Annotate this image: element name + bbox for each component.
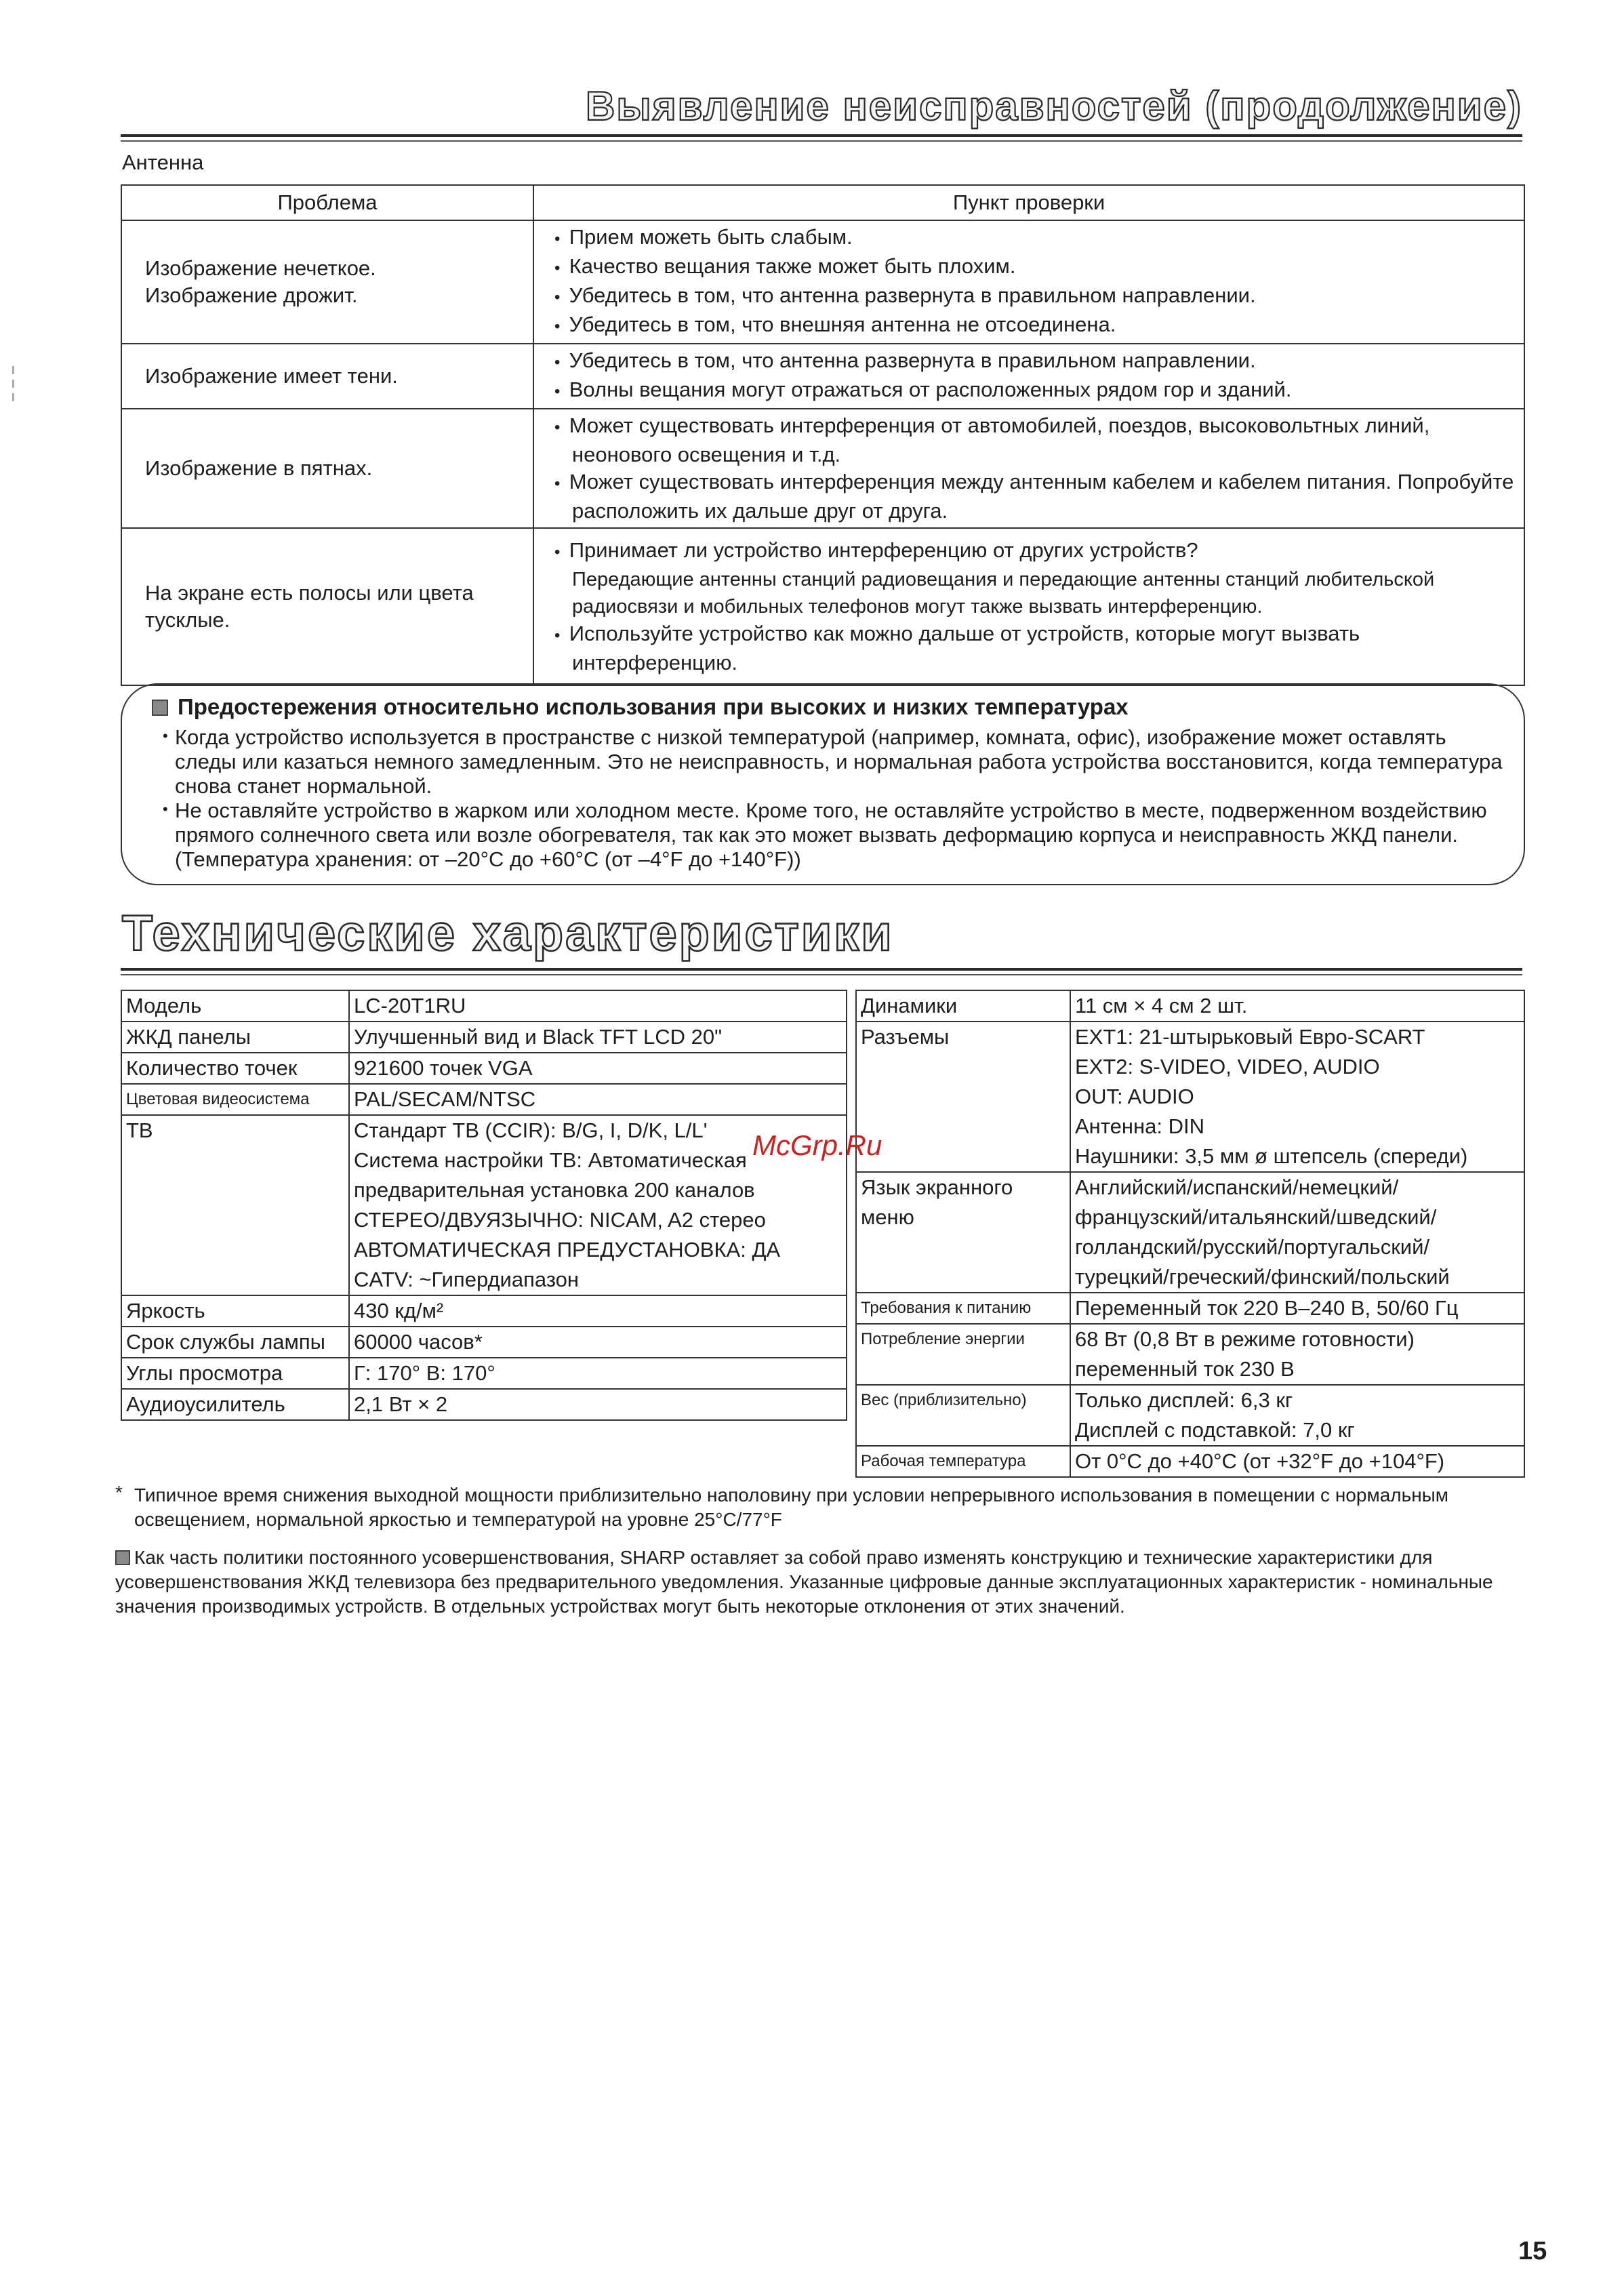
watermark-text: McGrp.Ru: [752, 1129, 882, 1161]
spec-value-line: OUT: AUDIO: [1075, 1085, 1194, 1108]
spec-key: Модель: [121, 990, 349, 1022]
spec-value-line: Улучшенный вид и Black TFT LCD 20": [354, 1025, 723, 1049]
spec-value: [349, 1389, 847, 1420]
check-item: • Убедитесь в том, что антенна развернута в правильном направлении.: [549, 282, 1514, 311]
check-item: • Волны вещания могут отражаться от расположенных рядом гор и зданий.: [549, 376, 1514, 405]
spec-value-line: Антенна: DIN: [1075, 1114, 1204, 1138]
scan-mark: [12, 366, 14, 374]
spec-row: [856, 1446, 1524, 1477]
spec-value-line: 921600 точек VGA: [354, 1056, 533, 1080]
spec-value: [349, 1022, 847, 1053]
spec-value: [349, 990, 847, 1022]
problem-text: Изображение дрожит.: [145, 283, 358, 307]
spec-value: [1070, 1022, 1524, 1172]
spec-key: Рабочая температура: [856, 1446, 1070, 1477]
check-item: • Качество вещания также может быть плохим.: [549, 253, 1514, 282]
spec-key: Потребление энергии: [856, 1324, 1070, 1385]
spec-value-line: Стандарт ТВ (CCIR): B/G, I, D/K, L/L': [354, 1118, 708, 1142]
spec-row: [856, 1022, 1524, 1172]
spec-key: Язык экранного меню: [856, 1172, 1070, 1293]
check-cell: [533, 344, 1524, 409]
spec-row: [856, 1293, 1524, 1324]
col-header-problem: Проблема: [121, 185, 533, 220]
table-row: [121, 220, 1524, 344]
specs-table-right: [855, 990, 1525, 1478]
spec-row: [856, 990, 1524, 1022]
check-item: • Используйте устройство как можно дальше от устройств, которые могут вызвать интерференцию.: [549, 620, 1514, 676]
spec-row: [121, 1115, 847, 1295]
spec-value-line: переменный ток 230 В: [1075, 1357, 1295, 1381]
spec-value-line: СТЕРЕО/ДВУЯЗЫЧНО: NICAM, A2 стерео: [354, 1208, 766, 1232]
spec-value-line: От 0°C до +40°C (от +32°F до +104°F): [1075, 1449, 1445, 1473]
check-cell: [533, 409, 1524, 528]
square-bullet-icon: [115, 1550, 130, 1565]
title-divider: [121, 134, 1522, 137]
spec-value-line: Г: 170° В: 170°: [354, 1361, 495, 1385]
check-item: • Прием можеть быть слабым.: [549, 224, 1514, 253]
spec-value-line: Система настройки ТВ: Автоматическая: [354, 1148, 747, 1172]
spec-value: [1070, 1293, 1524, 1324]
caution-title-text: Предостережения относительно использования при высоких и низких температурах: [178, 694, 1129, 719]
problem-text: На экране есть полосы или цвета тусклые.: [145, 581, 474, 632]
spec-key: Вес (приблизительно): [856, 1385, 1070, 1446]
spec-row: [856, 1172, 1524, 1293]
spec-row: [121, 1053, 847, 1084]
specs-divider: [121, 968, 1522, 971]
caution-item-text: Когда устройство используется в пространстве с низкой температурой (например, комната, офис), изображение может оставлять следы или казаться немного замедленным. Это не неисправность, и нормальная работа устройства восстановится, когда температура снова станет нормальной.: [175, 725, 1503, 798]
spec-row: [121, 1358, 847, 1389]
spec-value-line: PAL/SECAM/NTSC: [354, 1087, 536, 1111]
check-sub-note: Передающие антенны станций радиовещания и передающие антенны станций любительской радиосвязи и мобильных телефонов могут также вызвать интерференцию.: [572, 569, 1435, 618]
problem-text: Изображение имеет тени.: [145, 364, 398, 388]
spec-value-line: Переменный ток 220 В–240 В, 50/60 Гц: [1075, 1296, 1459, 1320]
spec-value: [1070, 1385, 1524, 1446]
spec-key: Количество точек: [121, 1053, 349, 1084]
spec-row: [121, 1022, 847, 1053]
spec-value-line: Английский/испанский/немецкий/: [1075, 1175, 1399, 1199]
spec-value-line: АВТОМАТИЧЕСКАЯ ПРЕДУСТАНОВКА: ДА: [354, 1238, 781, 1261]
spec-value-line: Дисплей с подставкой: 7,0 кг: [1075, 1418, 1355, 1442]
spec-key: Требования к питанию: [856, 1293, 1070, 1324]
spec-key: Срок службы лампы: [121, 1327, 349, 1358]
spec-key: ТВ: [121, 1115, 349, 1295]
spec-value: [349, 1084, 847, 1115]
table-header-row: [121, 185, 1524, 220]
specs-divider-thin: [121, 974, 1522, 975]
spec-value-line: 2,1 Вт × 2: [354, 1392, 448, 1416]
spec-value: [349, 1295, 847, 1327]
check-item: • Может существовать интерференция между антенным кабелем и кабелем питания. Попробуйте расположить их дальше друг от друга.: [549, 468, 1514, 525]
spec-value-line: Наушники: 3,5 мм ø штепсель (спереди): [1075, 1144, 1468, 1168]
problem-text: Изображение в пятнах.: [145, 456, 373, 480]
troubleshooting-table: [121, 184, 1525, 686]
spec-key: Углы просмотра: [121, 1358, 349, 1389]
spec-value: [349, 1327, 847, 1358]
col-header-check: Пункт проверки: [533, 185, 1524, 220]
spec-value: [1070, 1446, 1524, 1477]
spec-value: [1070, 1172, 1524, 1293]
page-title: Выявление неисправностей (продолжение): [586, 83, 1522, 129]
spec-value-line: EXT2: S-VIDEO, VIDEO, AUDIO: [1075, 1055, 1380, 1078]
spec-key: Цветовая видеосистема: [121, 1084, 349, 1115]
spec-value-line: предварительная установка 200 каналов: [354, 1178, 755, 1202]
spec-value: [349, 1358, 847, 1389]
spec-value-line: EXT1: 21-штырьковый Евро-SCART: [1075, 1025, 1425, 1049]
caution-item: [163, 725, 1503, 799]
page-number: 15: [1518, 2237, 1547, 2265]
caution-title: [152, 694, 1129, 720]
check-cell: [533, 528, 1524, 685]
notice: [115, 1545, 1525, 1619]
bullet-icon: •: [163, 727, 168, 744]
spec-row: [121, 990, 847, 1022]
spec-value-line: Только дисплей: 6,3 кг: [1075, 1388, 1293, 1412]
spec-key: ЖКД панелы: [121, 1022, 349, 1053]
spec-value-line: французский/итальянский/шведский/: [1075, 1205, 1437, 1229]
scan-mark: [12, 393, 14, 401]
check-item: • Убедитесь в том, что антенна развернута в правильном направлении.: [549, 347, 1514, 376]
spec-value-line: турецкий/греческий/финский/польский: [1075, 1265, 1450, 1289]
spec-value-line: 430 кд/м²: [354, 1299, 444, 1322]
spec-row: [121, 1389, 847, 1420]
spec-value-line: LC-20T1RU: [354, 994, 466, 1017]
check-item: • Может существовать интерференция от автомобилей, поездов, высоковольтных линий, неонового освещения и т.д.: [549, 412, 1514, 468]
spec-key: Яркость: [121, 1295, 349, 1327]
table-row: [121, 528, 1524, 685]
spec-key: Разъемы: [856, 1022, 1070, 1172]
scan-mark: [12, 380, 14, 388]
spec-value-line: 60000 часов*: [354, 1330, 483, 1354]
footnote-text: Типичное время снижения выходной мощности приблизительно наполовину при условии непрерывного использования в помещении с нормальным освещением, нормальной яркостью и температурой на уровне 25°C/77°F: [134, 1484, 1449, 1530]
problem-cell: [121, 344, 533, 409]
problem-cell: [121, 409, 533, 528]
spec-value: [1070, 1324, 1524, 1385]
table-row: [121, 409, 1524, 528]
check-item: • Принимает ли устройство интерференцию от других устройств?: [549, 537, 1514, 566]
caution-item-text: Не оставляйте устройство в жарком или холодном месте. Кроме того, не оставляйте устройство в месте, подверженном воздействию прямого солнечного света или возле обогревателя, так как это может вызвать деформацию корпуса и неисправность ЖКД панели. (Температура хранения: от –20°C до +60°C (от –4°F до +140°F)): [175, 799, 1487, 871]
caution-item: [163, 799, 1503, 872]
check-item: • Убедитесь в том, что внешняя антенна не отсоединена.: [549, 311, 1514, 340]
spec-row: [121, 1084, 847, 1115]
spec-row: [121, 1295, 847, 1327]
section-heading-antenna: Антенна: [122, 150, 204, 174]
check-cell: [533, 220, 1524, 344]
spec-value-line: голландский/русский/португальский/: [1075, 1235, 1430, 1259]
spec-row: [856, 1324, 1524, 1385]
problem-cell: [121, 528, 533, 685]
title-divider-thin: [121, 140, 1522, 142]
bullet-icon: •: [163, 801, 168, 817]
spec-row: [121, 1327, 847, 1358]
specs-title: Технические характеристики: [122, 905, 894, 961]
footnote: [115, 1483, 1525, 1532]
table-row: [121, 344, 1524, 409]
spec-key: Динамики: [856, 990, 1070, 1022]
problem-cell: [121, 220, 533, 344]
spec-value: [349, 1053, 847, 1084]
notice-text: Как часть политики постоянного усовершенствования, SHARP оставляет за собой право изменять конструкцию и технические характеристики для усовершенствования ЖКД телевизора без предварительного уведомления. Указанные цифровые данные эксплуатационных характеристик - номинальные значения производимых устройств. В отдельных устройствах могут быть некоторые отклонения от этих значений.: [115, 1547, 1493, 1617]
problem-text: Изображение нечеткое.: [145, 256, 376, 280]
spec-value-line: 11 см × 4 см 2 шт.: [1075, 994, 1248, 1017]
square-bullet-icon: [152, 700, 168, 716]
spec-value-line: 68 Вт (0,8 Вт в режиме готовности): [1075, 1327, 1415, 1351]
spec-value: [1070, 990, 1524, 1022]
spec-row: [856, 1385, 1524, 1446]
footnote-mark: *: [115, 1482, 123, 1503]
specs-table-left: [121, 990, 847, 1421]
spec-value-line: CATV: ~Гипердиапазон: [354, 1268, 580, 1291]
spec-key: Аудиоусилитель: [121, 1389, 349, 1420]
